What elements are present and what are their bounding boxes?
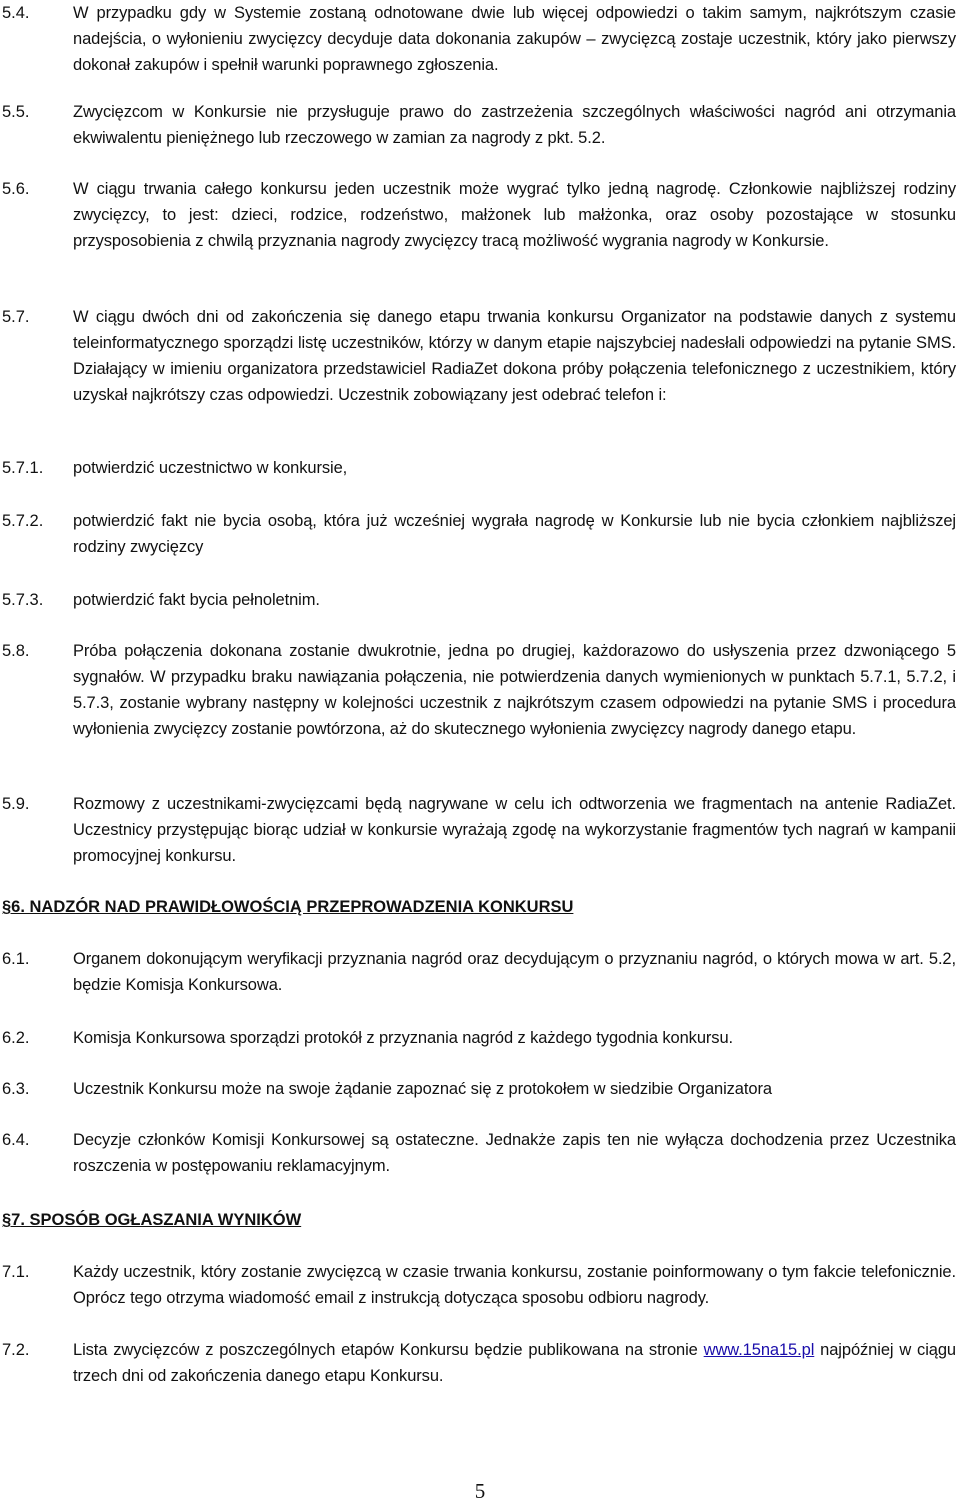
section-number: 6.1. [2, 950, 30, 968]
section-number: 5.9. [2, 795, 30, 813]
section-text: W ciągu dwóch dni od zakończenia się danego etapu trwania konkursu Organizator na podstawie danych z systemu teleinformatycznego sporządzi listę uczestników, którzy w danym etapie najszybciej nadesłali odpowiedzi na pytanie SMS. Działający w imieniu organizatora przedstawiciel RadiaZet dokona próby połączenia telefonicznego z uczestnikiem, który uzyskał najkrótszy czas odpowiedzi. Uczestnik zobowiązany jest odebrać telefon i: [73, 308, 956, 404]
section-number: 6.3. [2, 1080, 30, 1098]
section-number: 7.1. [2, 1263, 30, 1281]
section-text: W ciągu trwania całego konkursu jeden uczestnik może wygrać tylko jedną nagrodę. Członkowie najbliższej rodziny zwycięzcy, to jest: dzieci, rodzice, rodzeństwo, małżonek lub małżonka, oraz osoby pozostające w stosunku przysposobienia z chwilą przyznania nagrody zwycięzcy tracą możliwość wygrania nagrody w Konkursie. [73, 180, 956, 250]
heading-section-7: §7. SPOSÓB OGŁASZANIA WYNIKÓW [2, 1211, 302, 1229]
section-number: 5.7.3. [2, 591, 44, 609]
text-before-link: Lista zwycięzców z poszczególnych etapów Konkursu będzie publikowana na stronie [73, 1341, 704, 1359]
section-number: 5.6. [2, 180, 30, 198]
section-number: 6.2. [2, 1029, 30, 1047]
section-text [73, 1337, 956, 1389]
section-text: Próba połączenia dokonana zostanie dwukrotnie, jedna po drugiej, każdorazowo do usłyszenia przez dzwoniącego 5 sygnałów. W przypadku braku nawiązania połączenia, nie potwierdzenia danych wymienionych w punktach 5.7.1, 5.7.2, i 5.7.3, zostanie wybrany następny w kolejności uczestnik z najkrótszym czasem odpowiedzi na pytanie SMS i procedura wyłonienia zwycięzcy zostanie powtórzona, aż do skutecznego wyłonienia zwycięzcy nagrody danego etapu. [73, 642, 956, 738]
section-number: 5.8. [2, 642, 30, 660]
section-text: potwierdzić fakt bycia pełnoletnim. [73, 591, 320, 609]
section-text: potwierdzić uczestnictwo w konkursie, [73, 459, 348, 477]
section-text: Decyzje członków Komisji Konkursowej są ostateczne. Jednakże zapis ten nie wyłącza dochodzenia przez Uczestnika roszczenia w postępowaniu reklamacyjnym. [73, 1131, 956, 1175]
section-number: 5.7.1. [2, 459, 44, 477]
section-number: 5.7. [2, 308, 30, 326]
section-text: Rozmowy z uczestnikami-zwycięzcami będą nagrywane w celu ich odtworzenia we fragmentach na antenie RadiaZet. Uczestnicy przystępując biorąc udział w konkursie wyrażają zgodę na wykorzystanie fragmentów tych nagrań w kampanii promocyjnej konkursu. [73, 795, 956, 865]
section-text: Każdy uczestnik, który zostanie zwycięzcą w czasie trwania konkursu, zostanie poinformowany o tym fakcie telefonicznie. Oprócz tego otrzyma wiadomość email z instrukcją dotycząca sposobu odbioru nagrody. [73, 1263, 956, 1307]
section-number: 5.7.2. [2, 512, 44, 530]
section-text: Komisja Konkursowa sporządzi protokół z przyznania nagród z każdego tygodnia konkursu. [73, 1029, 734, 1047]
section-text: Zwycięzcom w Konkursie nie przysługuje prawo do zastrzeżenia szczególnych właściwości nagród ani otrzymania ekwiwalentu pieniężnego lub rzeczowego w zamian za nagrody z pkt. 5.2. [73, 103, 956, 147]
section-number: 7.2. [2, 1341, 30, 1359]
section-text: Uczestnik Konkursu może na swoje żądanie zapoznać się z protokołem w siedzibie Organizatora [73, 1080, 772, 1098]
text-after-link: najpóźniej w ciągu trzech dni od zakończenia danego etapu Konkursu. [73, 1341, 957, 1385]
heading-section-6: §6. NADZÓR NAD PRAWIDŁOWOŚCIĄ PRZEPROWADZENIA KONKURSU [2, 898, 574, 916]
section-text: W przypadku gdy w Systemie zostaną odnotowane dwie lub więcej odpowiedzi o takim samym, najkrótszym czasie nadejścia, o wyłonieniu zwycięzcy decyduje data dokonania zakupów – zwycięzcą zostaje uczestnik, który jako pierwszy dokonał zakupów i spełnił warunki poprawnego zgłoszenia. [73, 4, 956, 74]
section-text: Organem dokonującym weryfikacji przyznania nagród oraz decydującym o przyznaniu nagród, o których mowa w art. 5.2, będzie Komisja Konkursowa. [73, 950, 956, 994]
section-text: potwierdzić fakt nie bycia osobą, która już wcześniej wygrała nagrodę w Konkursie lub nie bycia członkiem najbliższej rodziny zwycięzcy [73, 512, 956, 556]
page-number: 5 [474, 1479, 486, 1503]
section-number: 5.4. [2, 4, 30, 22]
section-number: 5.5. [2, 103, 30, 121]
website-link[interactable]: www.15na15.pl [703, 1341, 815, 1359]
section-number: 6.4. [2, 1131, 30, 1149]
